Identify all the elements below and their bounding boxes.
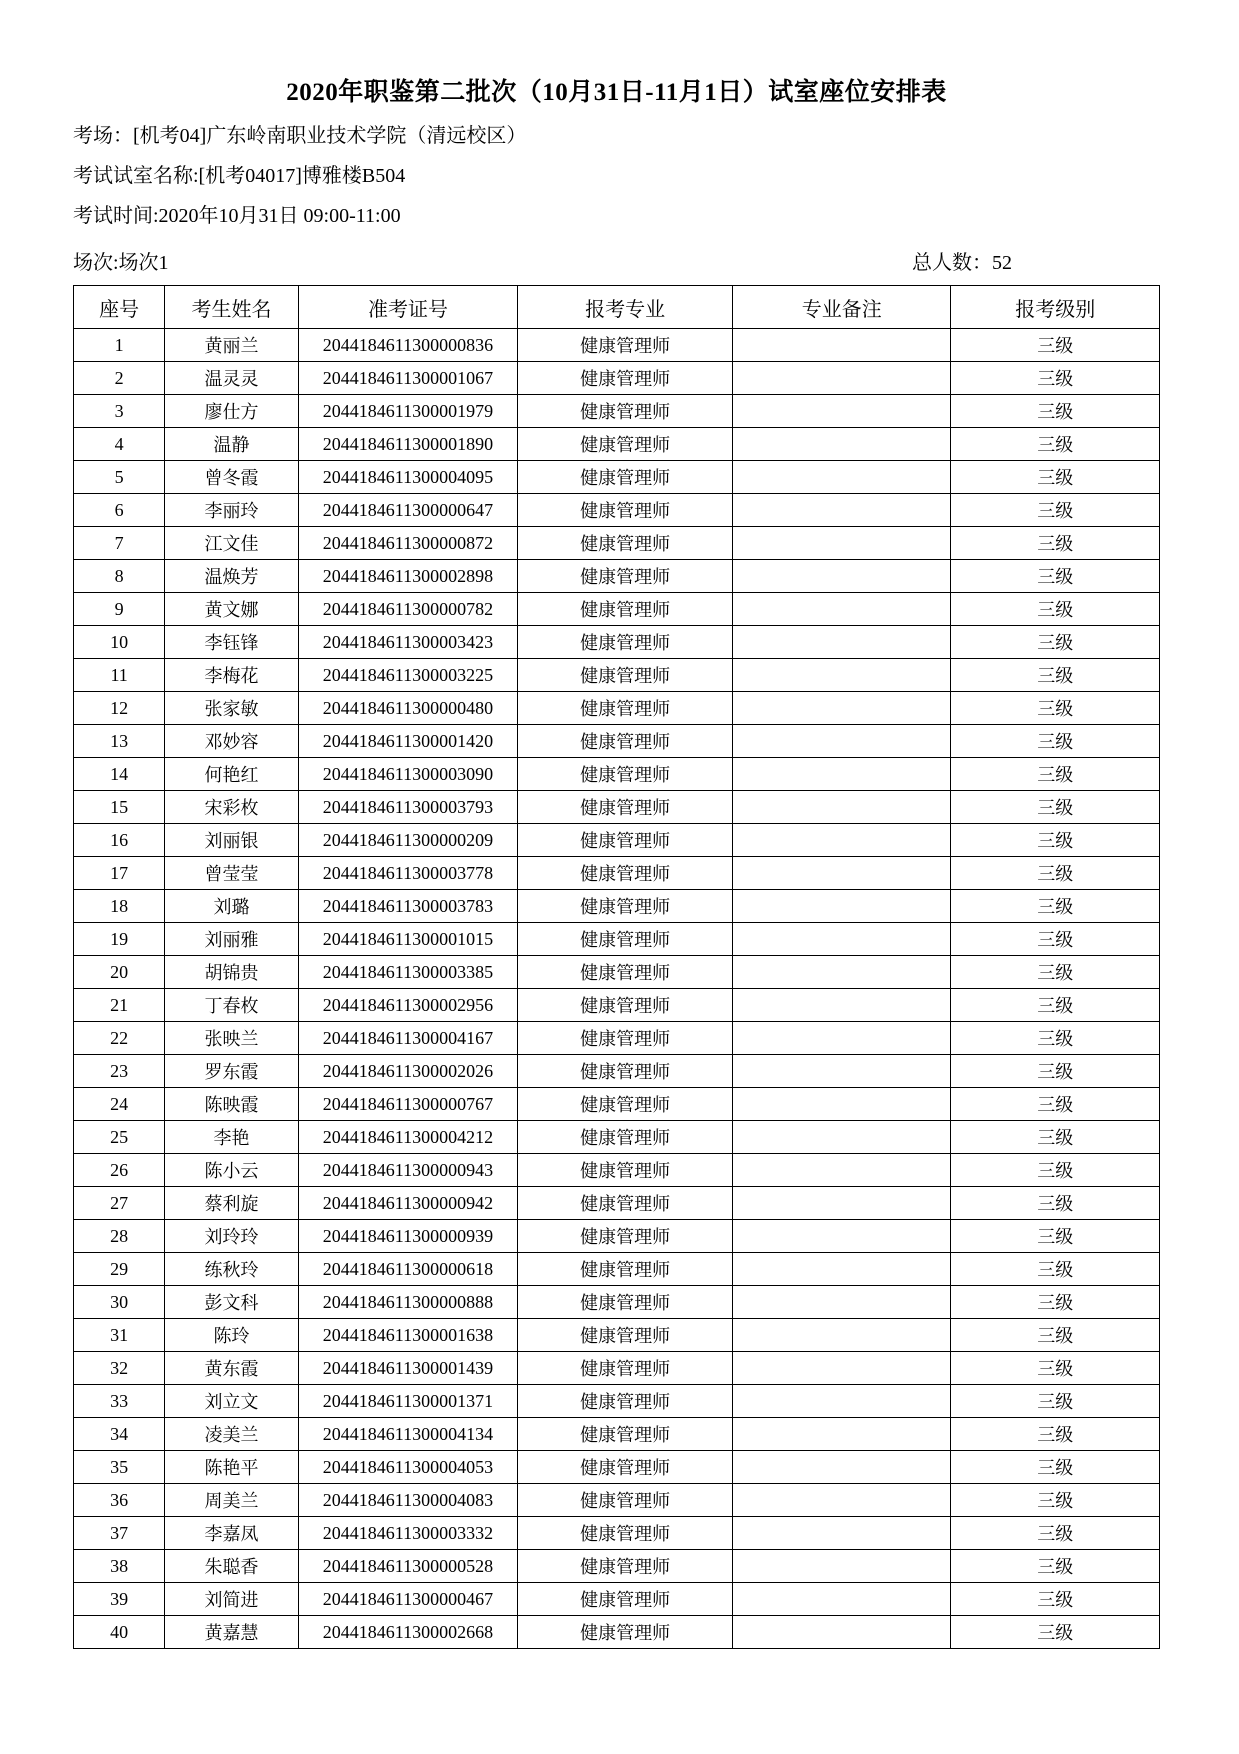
cell-seat: 25 <box>74 1121 165 1154</box>
table-row <box>74 1418 1160 1451</box>
cell-major: 健康管理师 <box>518 1055 733 1088</box>
cell-level: 三级 <box>951 923 1160 956</box>
cell-id: 2044184611300000480 <box>298 692 517 725</box>
cell-major: 健康管理师 <box>518 857 733 890</box>
table-row <box>74 758 1160 791</box>
cell-name: 刘立文 <box>165 1385 299 1418</box>
cell-level: 三级 <box>951 1154 1160 1187</box>
cell-note <box>733 824 951 857</box>
cell-note <box>733 1121 951 1154</box>
cell-major: 健康管理师 <box>518 527 733 560</box>
cell-seat: 34 <box>74 1418 165 1451</box>
cell-name: 黄嘉慧 <box>165 1616 299 1649</box>
table-row <box>74 626 1160 659</box>
cell-id: 2044184611300001015 <box>298 923 517 956</box>
cell-seat: 1 <box>74 329 165 362</box>
cell-name: 朱聪香 <box>165 1550 299 1583</box>
table-row <box>74 1253 1160 1286</box>
cell-major: 健康管理师 <box>518 626 733 659</box>
cell-major: 健康管理师 <box>518 692 733 725</box>
table-row <box>74 428 1160 461</box>
cell-seat: 39 <box>74 1583 165 1616</box>
cell-level: 三级 <box>951 1286 1160 1319</box>
cell-seat: 32 <box>74 1352 165 1385</box>
cell-note <box>733 659 951 692</box>
cell-level: 三级 <box>951 527 1160 560</box>
cell-name: 张映兰 <box>165 1022 299 1055</box>
cell-note <box>733 1385 951 1418</box>
cell-id: 2044184611300001439 <box>298 1352 517 1385</box>
cell-name: 黄文娜 <box>165 593 299 626</box>
table-row <box>74 1385 1160 1418</box>
cell-id: 2044184611300002956 <box>298 989 517 1022</box>
cell-name: 凌美兰 <box>165 1418 299 1451</box>
cell-major: 健康管理师 <box>518 560 733 593</box>
cell-note <box>733 1253 951 1286</box>
session-row <box>73 246 1160 275</box>
cell-note <box>733 1220 951 1253</box>
cell-seat: 29 <box>74 1253 165 1286</box>
cell-id: 2044184611300000618 <box>298 1253 517 1286</box>
cell-id: 2044184611300000782 <box>298 593 517 626</box>
cell-note <box>733 890 951 923</box>
cell-id: 2044184611300000872 <box>298 527 517 560</box>
cell-note <box>733 1088 951 1121</box>
cell-major: 健康管理师 <box>518 923 733 956</box>
cell-id: 2044184611300000647 <box>298 494 517 527</box>
cell-level: 三级 <box>951 626 1160 659</box>
cell-seat: 26 <box>74 1154 165 1187</box>
cell-level: 三级 <box>951 956 1160 989</box>
cell-id: 2044184611300004095 <box>298 461 517 494</box>
cell-level: 三级 <box>951 593 1160 626</box>
cell-note <box>733 560 951 593</box>
cell-major: 健康管理师 <box>518 1022 733 1055</box>
cell-level: 三级 <box>951 1418 1160 1451</box>
cell-level: 三级 <box>951 1517 1160 1550</box>
cell-name: 邓妙容 <box>165 725 299 758</box>
cell-level: 三级 <box>951 791 1160 824</box>
cell-note <box>733 1616 951 1649</box>
cell-major: 健康管理师 <box>518 1385 733 1418</box>
cell-note <box>733 692 951 725</box>
cell-name: 黄东霞 <box>165 1352 299 1385</box>
cell-note <box>733 989 951 1022</box>
cell-name: 刘玲玲 <box>165 1220 299 1253</box>
cell-id: 2044184611300000467 <box>298 1583 517 1616</box>
cell-level: 三级 <box>951 494 1160 527</box>
cell-seat: 8 <box>74 560 165 593</box>
cell-level: 三级 <box>951 1550 1160 1583</box>
table-row <box>74 890 1160 923</box>
cell-name: 周美兰 <box>165 1484 299 1517</box>
cell-name: 罗东霞 <box>165 1055 299 1088</box>
cell-major: 健康管理师 <box>518 1583 733 1616</box>
table-row <box>74 725 1160 758</box>
cell-note <box>733 791 951 824</box>
cell-level: 三级 <box>951 1022 1160 1055</box>
cell-name: 曾冬霞 <box>165 461 299 494</box>
table-row <box>74 1022 1160 1055</box>
table-row <box>74 692 1160 725</box>
table-row <box>74 824 1160 857</box>
cell-note <box>733 461 951 494</box>
table-row <box>74 362 1160 395</box>
cell-name: 刘丽银 <box>165 824 299 857</box>
cell-major: 健康管理师 <box>518 1550 733 1583</box>
cell-id: 2044184611300003793 <box>298 791 517 824</box>
cell-seat: 21 <box>74 989 165 1022</box>
column-header-seat: 座号 <box>74 286 165 329</box>
cell-seat: 4 <box>74 428 165 461</box>
cell-id: 2044184611300000209 <box>298 824 517 857</box>
cell-note <box>733 626 951 659</box>
cell-id: 2044184611300001638 <box>298 1319 517 1352</box>
table-row <box>74 989 1160 1022</box>
cell-note <box>733 758 951 791</box>
cell-level: 三级 <box>951 1220 1160 1253</box>
cell-id: 2044184611300004134 <box>298 1418 517 1451</box>
cell-level: 三级 <box>951 362 1160 395</box>
seating-table <box>73 285 1160 1649</box>
cell-seat: 20 <box>74 956 165 989</box>
table-row <box>74 1319 1160 1352</box>
cell-seat: 6 <box>74 494 165 527</box>
cell-major: 健康管理师 <box>518 1451 733 1484</box>
table-row <box>74 659 1160 692</box>
cell-id: 2044184611300003423 <box>298 626 517 659</box>
cell-note <box>733 1055 951 1088</box>
cell-seat: 30 <box>74 1286 165 1319</box>
table-row <box>74 1187 1160 1220</box>
cell-level: 三级 <box>951 659 1160 692</box>
cell-major: 健康管理师 <box>518 791 733 824</box>
cell-note <box>733 428 951 461</box>
cell-major: 健康管理师 <box>518 461 733 494</box>
cell-note <box>733 725 951 758</box>
table-row <box>74 1550 1160 1583</box>
cell-name: 练秋玲 <box>165 1253 299 1286</box>
cell-major: 健康管理师 <box>518 890 733 923</box>
cell-note <box>733 1286 951 1319</box>
cell-name: 曾莹莹 <box>165 857 299 890</box>
cell-note <box>733 1319 951 1352</box>
cell-level: 三级 <box>951 1583 1160 1616</box>
cell-seat: 40 <box>74 1616 165 1649</box>
cell-name: 李艳 <box>165 1121 299 1154</box>
cell-note <box>733 1451 951 1484</box>
cell-seat: 10 <box>74 626 165 659</box>
cell-note <box>733 593 951 626</box>
table-row <box>74 461 1160 494</box>
header-row <box>74 286 1160 329</box>
cell-major: 健康管理师 <box>518 1616 733 1649</box>
cell-name: 廖仕方 <box>165 395 299 428</box>
table-row <box>74 1286 1160 1319</box>
cell-id: 2044184611300000942 <box>298 1187 517 1220</box>
cell-note <box>733 1583 951 1616</box>
cell-note <box>733 1022 951 1055</box>
cell-name: 陈小云 <box>165 1154 299 1187</box>
cell-major: 健康管理师 <box>518 494 733 527</box>
cell-seat: 13 <box>74 725 165 758</box>
cell-name: 刘丽雅 <box>165 923 299 956</box>
column-header-major: 报考专业 <box>518 286 733 329</box>
cell-id: 2044184611300003385 <box>298 956 517 989</box>
seating-table-body <box>74 329 1160 1649</box>
column-header-note: 专业备注 <box>733 286 951 329</box>
cell-name: 温灵灵 <box>165 362 299 395</box>
cell-level: 三级 <box>951 1088 1160 1121</box>
table-row <box>74 1583 1160 1616</box>
cell-id: 2044184611300004083 <box>298 1484 517 1517</box>
cell-seat: 28 <box>74 1220 165 1253</box>
cell-major: 健康管理师 <box>518 1286 733 1319</box>
table-row <box>74 923 1160 956</box>
table-row <box>74 857 1160 890</box>
cell-level: 三级 <box>951 1451 1160 1484</box>
cell-major: 健康管理师 <box>518 725 733 758</box>
cell-name: 刘璐 <box>165 890 299 923</box>
cell-name: 彭文科 <box>165 1286 299 1319</box>
table-row <box>74 1154 1160 1187</box>
cell-seat: 36 <box>74 1484 165 1517</box>
cell-level: 三级 <box>951 857 1160 890</box>
column-header-id: 准考证号 <box>298 286 517 329</box>
cell-level: 三级 <box>951 1187 1160 1220</box>
cell-major: 健康管理师 <box>518 329 733 362</box>
cell-name: 温焕芳 <box>165 560 299 593</box>
cell-seat: 22 <box>74 1022 165 1055</box>
cell-seat: 9 <box>74 593 165 626</box>
cell-id: 2044184611300000943 <box>298 1154 517 1187</box>
cell-major: 健康管理师 <box>518 758 733 791</box>
cell-id: 2044184611300001420 <box>298 725 517 758</box>
cell-note <box>733 1418 951 1451</box>
cell-seat: 5 <box>74 461 165 494</box>
cell-id: 2044184611300000767 <box>298 1088 517 1121</box>
cell-level: 三级 <box>951 989 1160 1022</box>
cell-major: 健康管理师 <box>518 1484 733 1517</box>
cell-major: 健康管理师 <box>518 1352 733 1385</box>
cell-major: 健康管理师 <box>518 1154 733 1187</box>
table-row <box>74 956 1160 989</box>
table-row <box>74 329 1160 362</box>
total-count-label: 总人数：52 <box>912 252 1012 274</box>
cell-major: 健康管理师 <box>518 824 733 857</box>
cell-id: 2044184611300001979 <box>298 395 517 428</box>
cell-major: 健康管理师 <box>518 395 733 428</box>
table-row <box>74 593 1160 626</box>
table-row <box>74 1451 1160 1484</box>
cell-level: 三级 <box>951 725 1160 758</box>
seating-table-header <box>74 286 1160 329</box>
cell-seat: 17 <box>74 857 165 890</box>
cell-note <box>733 1550 951 1583</box>
cell-id: 2044184611300002026 <box>298 1055 517 1088</box>
cell-id: 2044184611300004053 <box>298 1451 517 1484</box>
cell-seat: 18 <box>74 890 165 923</box>
cell-major: 健康管理师 <box>518 1187 733 1220</box>
exam-venue-line: 考场：[机考04]广东岭南职业技术学院（清远校区） <box>73 125 527 147</box>
cell-note <box>733 329 951 362</box>
cell-id: 2044184611300002898 <box>298 560 517 593</box>
cell-seat: 16 <box>74 824 165 857</box>
cell-id: 2044184611300004212 <box>298 1121 517 1154</box>
cell-major: 健康管理师 <box>518 362 733 395</box>
cell-major: 健康管理师 <box>518 1088 733 1121</box>
cell-seat: 7 <box>74 527 165 560</box>
cell-id: 2044184611300002668 <box>298 1616 517 1649</box>
table-row <box>74 395 1160 428</box>
cell-name: 陈玲 <box>165 1319 299 1352</box>
cell-name: 江文佳 <box>165 527 299 560</box>
cell-major: 健康管理师 <box>518 659 733 692</box>
cell-id: 2044184611300000939 <box>298 1220 517 1253</box>
column-header-name: 考生姓名 <box>165 286 299 329</box>
cell-note <box>733 956 951 989</box>
cell-major: 健康管理师 <box>518 1121 733 1154</box>
cell-level: 三级 <box>951 461 1160 494</box>
cell-id: 2044184611300001890 <box>298 428 517 461</box>
exam-time-line: 考试时间:2020年10月31日 09:00-11:00 <box>73 205 401 227</box>
cell-name: 胡锦贵 <box>165 956 299 989</box>
cell-major: 健康管理师 <box>518 956 733 989</box>
table-row <box>74 1121 1160 1154</box>
cell-major: 健康管理师 <box>518 1418 733 1451</box>
cell-level: 三级 <box>951 824 1160 857</box>
cell-seat: 35 <box>74 1451 165 1484</box>
table-row <box>74 1055 1160 1088</box>
cell-major: 健康管理师 <box>518 1319 733 1352</box>
cell-name: 张家敏 <box>165 692 299 725</box>
cell-major: 健康管理师 <box>518 1517 733 1550</box>
cell-seat: 24 <box>74 1088 165 1121</box>
cell-seat: 14 <box>74 758 165 791</box>
cell-seat: 11 <box>74 659 165 692</box>
cell-id: 2044184611300000528 <box>298 1550 517 1583</box>
table-row <box>74 791 1160 824</box>
cell-level: 三级 <box>951 329 1160 362</box>
cell-major: 健康管理师 <box>518 428 733 461</box>
cell-name: 黄丽兰 <box>165 329 299 362</box>
cell-name: 陈艳平 <box>165 1451 299 1484</box>
cell-name: 李梅花 <box>165 659 299 692</box>
cell-level: 三级 <box>951 395 1160 428</box>
cell-note <box>733 494 951 527</box>
cell-name: 蔡利旋 <box>165 1187 299 1220</box>
cell-seat: 38 <box>74 1550 165 1583</box>
cell-id: 2044184611300004167 <box>298 1022 517 1055</box>
cell-id: 2044184611300003783 <box>298 890 517 923</box>
cell-id: 2044184611300003332 <box>298 1517 517 1550</box>
column-header-level: 报考级别 <box>951 286 1160 329</box>
cell-note <box>733 1154 951 1187</box>
table-row <box>74 1220 1160 1253</box>
cell-major: 健康管理师 <box>518 989 733 1022</box>
cell-seat: 3 <box>74 395 165 428</box>
cell-level: 三级 <box>951 1055 1160 1088</box>
table-row <box>74 527 1160 560</box>
cell-note <box>733 527 951 560</box>
cell-level: 三级 <box>951 1121 1160 1154</box>
cell-name: 宋彩枚 <box>165 791 299 824</box>
cell-note <box>733 923 951 956</box>
cell-seat: 23 <box>74 1055 165 1088</box>
cell-seat: 31 <box>74 1319 165 1352</box>
cell-seat: 33 <box>74 1385 165 1418</box>
cell-seat: 27 <box>74 1187 165 1220</box>
table-row <box>74 1616 1160 1649</box>
cell-note <box>733 395 951 428</box>
page-title: 2020年职鉴第二批次（10月31日-11月1日）试室座位安排表 <box>286 79 947 106</box>
cell-level: 三级 <box>951 758 1160 791</box>
cell-id: 2044184611300001067 <box>298 362 517 395</box>
cell-level: 三级 <box>951 1484 1160 1517</box>
cell-level: 三级 <box>951 1319 1160 1352</box>
cell-name: 温静 <box>165 428 299 461</box>
cell-note <box>733 1187 951 1220</box>
cell-level: 三级 <box>951 890 1160 923</box>
cell-name: 李丽玲 <box>165 494 299 527</box>
table-row <box>74 1517 1160 1550</box>
cell-note <box>733 1484 951 1517</box>
table-row <box>74 494 1160 527</box>
cell-seat: 37 <box>74 1517 165 1550</box>
table-row <box>74 1352 1160 1385</box>
table-row <box>74 1484 1160 1517</box>
cell-note <box>733 362 951 395</box>
table-row <box>74 560 1160 593</box>
cell-major: 健康管理师 <box>518 1220 733 1253</box>
cell-major: 健康管理师 <box>518 593 733 626</box>
cell-name: 丁春枚 <box>165 989 299 1022</box>
cell-id: 2044184611300003225 <box>298 659 517 692</box>
cell-major: 健康管理师 <box>518 1253 733 1286</box>
cell-id: 2044184611300003090 <box>298 758 517 791</box>
cell-name: 何艳红 <box>165 758 299 791</box>
cell-id: 2044184611300001371 <box>298 1385 517 1418</box>
cell-seat: 12 <box>74 692 165 725</box>
cell-seat: 15 <box>74 791 165 824</box>
cell-level: 三级 <box>951 1352 1160 1385</box>
cell-seat: 19 <box>74 923 165 956</box>
exam-room-line: 考试试室名称:[机考04017]博雅楼B504 <box>73 165 406 187</box>
cell-name: 刘简进 <box>165 1583 299 1616</box>
table-row <box>74 1088 1160 1121</box>
cell-note <box>733 1517 951 1550</box>
cell-id: 2044184611300003778 <box>298 857 517 890</box>
cell-id: 2044184611300000888 <box>298 1286 517 1319</box>
cell-id: 2044184611300000836 <box>298 329 517 362</box>
cell-level: 三级 <box>951 1385 1160 1418</box>
cell-name: 李嘉凤 <box>165 1517 299 1550</box>
cell-level: 三级 <box>951 692 1160 725</box>
cell-seat: 2 <box>74 362 165 395</box>
cell-name: 陈映霞 <box>165 1088 299 1121</box>
cell-level: 三级 <box>951 1253 1160 1286</box>
cell-level: 三级 <box>951 1616 1160 1649</box>
cell-level: 三级 <box>951 560 1160 593</box>
cell-note <box>733 1352 951 1385</box>
cell-name: 李钰锋 <box>165 626 299 659</box>
cell-level: 三级 <box>951 428 1160 461</box>
cell-note <box>733 857 951 890</box>
session-label: 场次:场次1 <box>73 252 169 274</box>
